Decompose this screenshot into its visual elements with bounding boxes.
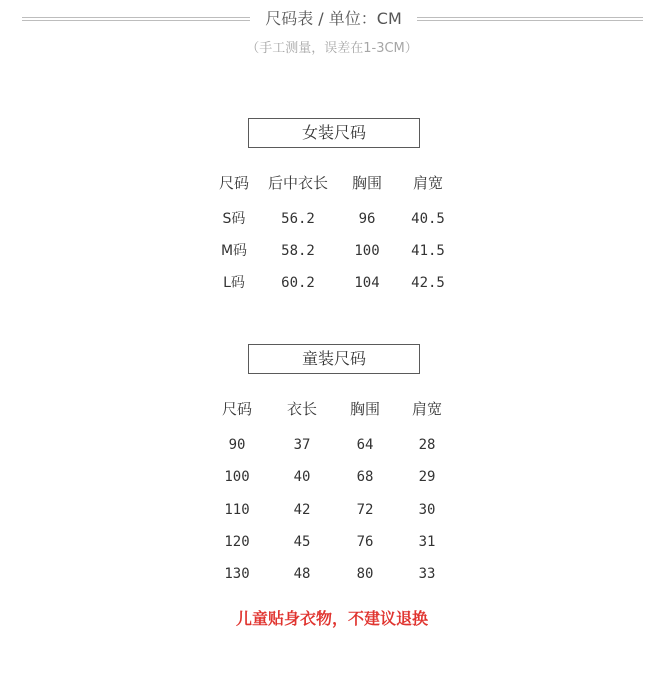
kids-table-cell: 30 (418, 501, 436, 518)
header-divider-left (22, 17, 250, 21)
kids-table-cell: 42 (293, 501, 311, 518)
kids-table-cell: 130 (224, 566, 250, 583)
kids-table-cell: 68 (356, 469, 374, 486)
women-table-cell: 40.5 (411, 211, 445, 227)
kids-header-cell: 肩宽 (411, 400, 442, 418)
measurement-note: （手工测量，误差在1-3CM） (246, 41, 418, 56)
women-table-cell: 58.2 (281, 243, 315, 259)
women-header-cell: 尺码 (218, 174, 249, 192)
women-table-cell: L码 (223, 275, 245, 291)
women-size-title: 女装尺码 (248, 118, 420, 148)
kids-table-cell: 28 (418, 437, 436, 453)
return-policy-notice: 儿童贴身衣物，不建议退换 (235, 609, 428, 628)
header-divider-right (417, 17, 643, 21)
page-title: 尺码表 / 单位：CM (265, 9, 402, 28)
kids-header-cell: 衣长 (286, 400, 317, 418)
women-table-cell: 104 (354, 275, 380, 291)
kids-table-cell: 33 (418, 566, 436, 583)
kids-size-title: 童装尺码 (248, 344, 420, 374)
kids-table-cell: 37 (293, 437, 311, 453)
kids-header-cell: 胸围 (349, 400, 380, 418)
women-table-cell: 56.2 (281, 211, 315, 227)
kids-header-cell: 尺码 (221, 400, 252, 418)
women-header-cell: 后中衣长 (267, 174, 328, 192)
women-table-cell: S码 (222, 211, 246, 227)
women-table-cell: 96 (358, 211, 376, 227)
women-table-cell: 100 (354, 243, 380, 259)
kids-table-cell: 40 (293, 469, 311, 486)
kids-table-cell: 45 (293, 533, 311, 550)
women-table-cell: 60.2 (281, 275, 315, 291)
kids-table-cell: 72 (356, 501, 374, 518)
kids-table-cell: 31 (418, 533, 436, 550)
kids-table-cell: 80 (356, 566, 374, 583)
women-header-cell: 胸围 (351, 174, 382, 192)
kids-table-cell: 90 (228, 437, 246, 453)
kids-table-cell: 100 (224, 469, 250, 486)
women-header-cell: 肩宽 (412, 174, 443, 192)
kids-table-cell: 120 (224, 533, 250, 550)
kids-table-cell: 29 (418, 469, 436, 486)
kids-table-cell: 76 (356, 533, 374, 550)
kids-table-cell: 48 (293, 566, 311, 583)
women-table-cell: 41.5 (411, 243, 445, 259)
kids-table-cell: 64 (356, 437, 374, 453)
women-table-cell: 42.5 (411, 275, 445, 291)
kids-table-cell: 110 (224, 501, 250, 518)
women-table-cell: M码 (220, 243, 248, 259)
